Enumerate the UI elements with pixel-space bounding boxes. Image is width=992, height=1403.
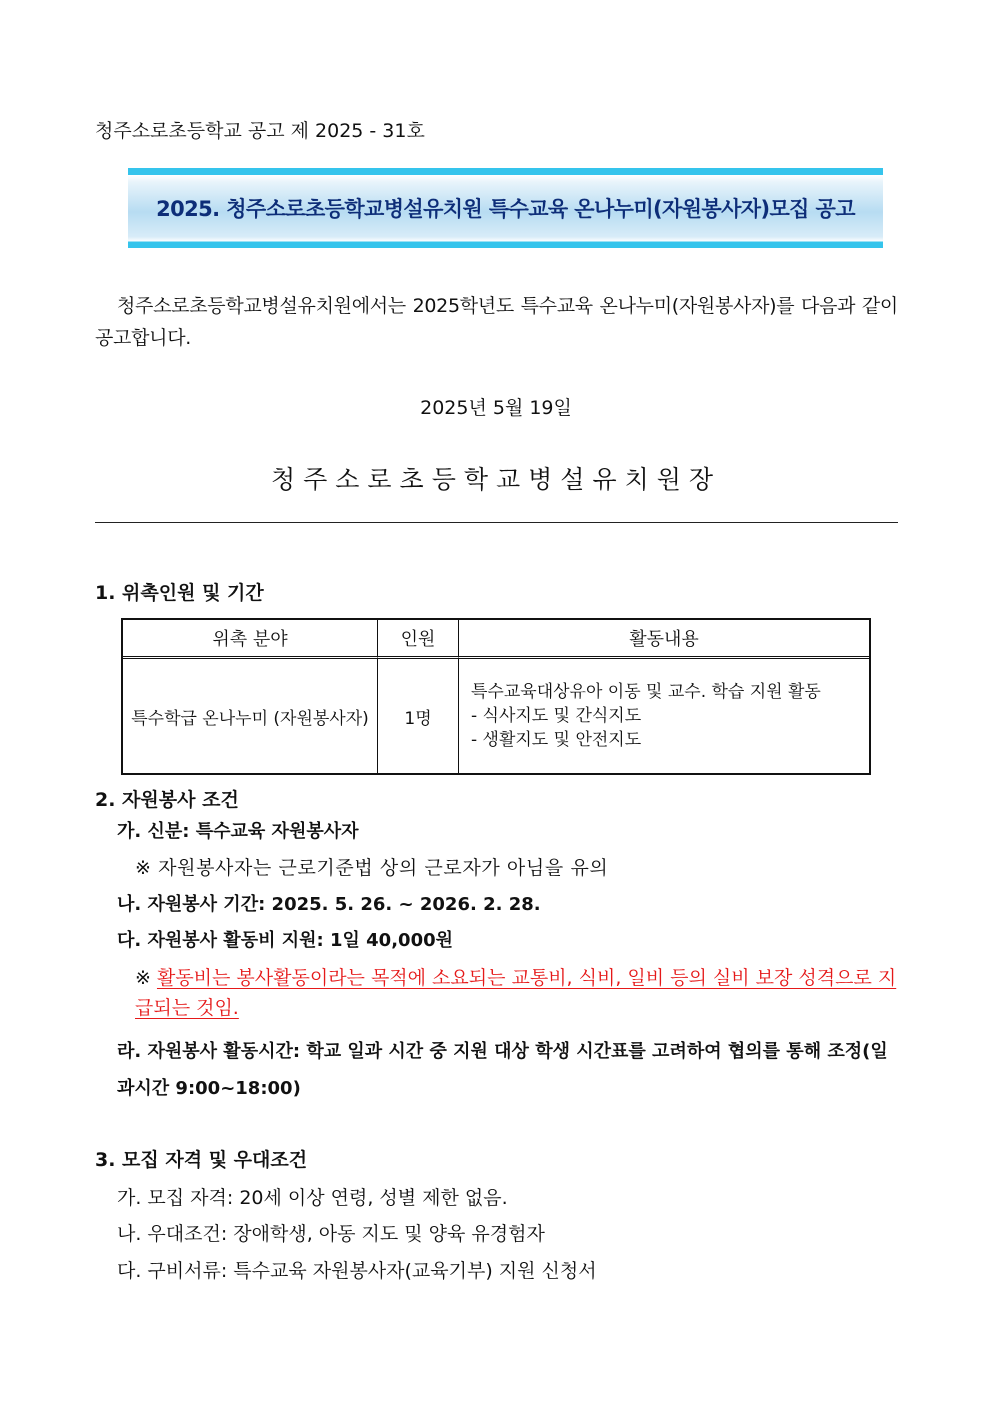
allowance-note-text: 활동비는 봉사활동이라는 목적에 소요되는 교통비, 식비, 일비 등의 실비 보장 성격으로 지급되는 것임. (135, 967, 897, 1019)
divider-line (95, 522, 898, 523)
table-cell-activities (459, 659, 869, 773)
notice-number: 청주소로초등학교 공고 제 2025 - 31호 (95, 120, 425, 142)
table-header: 활동내용 (459, 620, 869, 659)
document-title: 2025. 청주소로초등학교병설유치원 특수교육 온나누미(자원봉사자)모집 공고 (156, 197, 855, 221)
activity-item: - 생활지도 및 안전지도 (471, 730, 642, 750)
preference: 나. 우대조건: 장애학생, 아동 지도 및 양육 유경험자 (117, 1223, 545, 1245)
condition-status: 가. 신분: 특수교육 자원봉사자 (117, 821, 359, 842)
note-mark: ※ (135, 967, 151, 989)
notice-date: 2025년 5월 19일 (420, 397, 572, 419)
table-header: 위촉 분야 (123, 620, 378, 659)
activity-item: 특수교육대상유아 이동 및 교수. 학습 지원 활동 (471, 682, 821, 702)
section1-heading: 1. 위촉인원 및 기간 (95, 582, 264, 604)
required-documents: 다. 구비서류: 특수교육 자원봉사자(교육기부) 지원 신청서 (117, 1260, 597, 1282)
recruitment-table (121, 618, 871, 775)
activity-item: - 식사지도 및 간식지도 (471, 706, 642, 726)
principal-signature: 청주소로초등학교병설유치원장 (270, 465, 722, 494)
condition-hours: 라. 자원봉사 활동시간: 학교 일과 시간 중 지원 대상 학생 시간표를 고려하여 협의를 통해 조정(일과시간 9:00~18:00) (117, 1041, 888, 1099)
intro-paragraph: 청주소로초등학교병설유치원에서는 2025학년도 특수교육 온나누미(자원봉사자)를 다음과 같이 공고합니다. (95, 295, 898, 349)
section3-heading: 3. 모집 자격 및 우대조건 (95, 1149, 308, 1171)
qualification: 가. 모집 자격: 20세 이상 연령, 성별 제한 없음. (117, 1187, 508, 1209)
section2-heading: 2. 자원봉사 조건 (95, 789, 239, 811)
table-cell-count: 1명 (378, 659, 459, 773)
allowance-note (135, 963, 898, 1023)
title-banner (128, 168, 883, 248)
condition-status-note: ※ 자원봉사자는 근로기준법 상의 근로자가 아님을 유의 (135, 857, 609, 879)
condition-period: 나. 자원봉사 기간: 2025. 5. 26. ~ 2026. 2. 28. (117, 894, 541, 915)
table-cell-field: 특수학급 온나누미 (자원봉사자) (123, 659, 378, 773)
table-header-row (123, 620, 869, 659)
table-header: 인원 (378, 620, 459, 659)
table-row (123, 659, 869, 773)
condition-allowance: 다. 자원봉사 활동비 지원: 1일 40,000원 (117, 930, 454, 951)
